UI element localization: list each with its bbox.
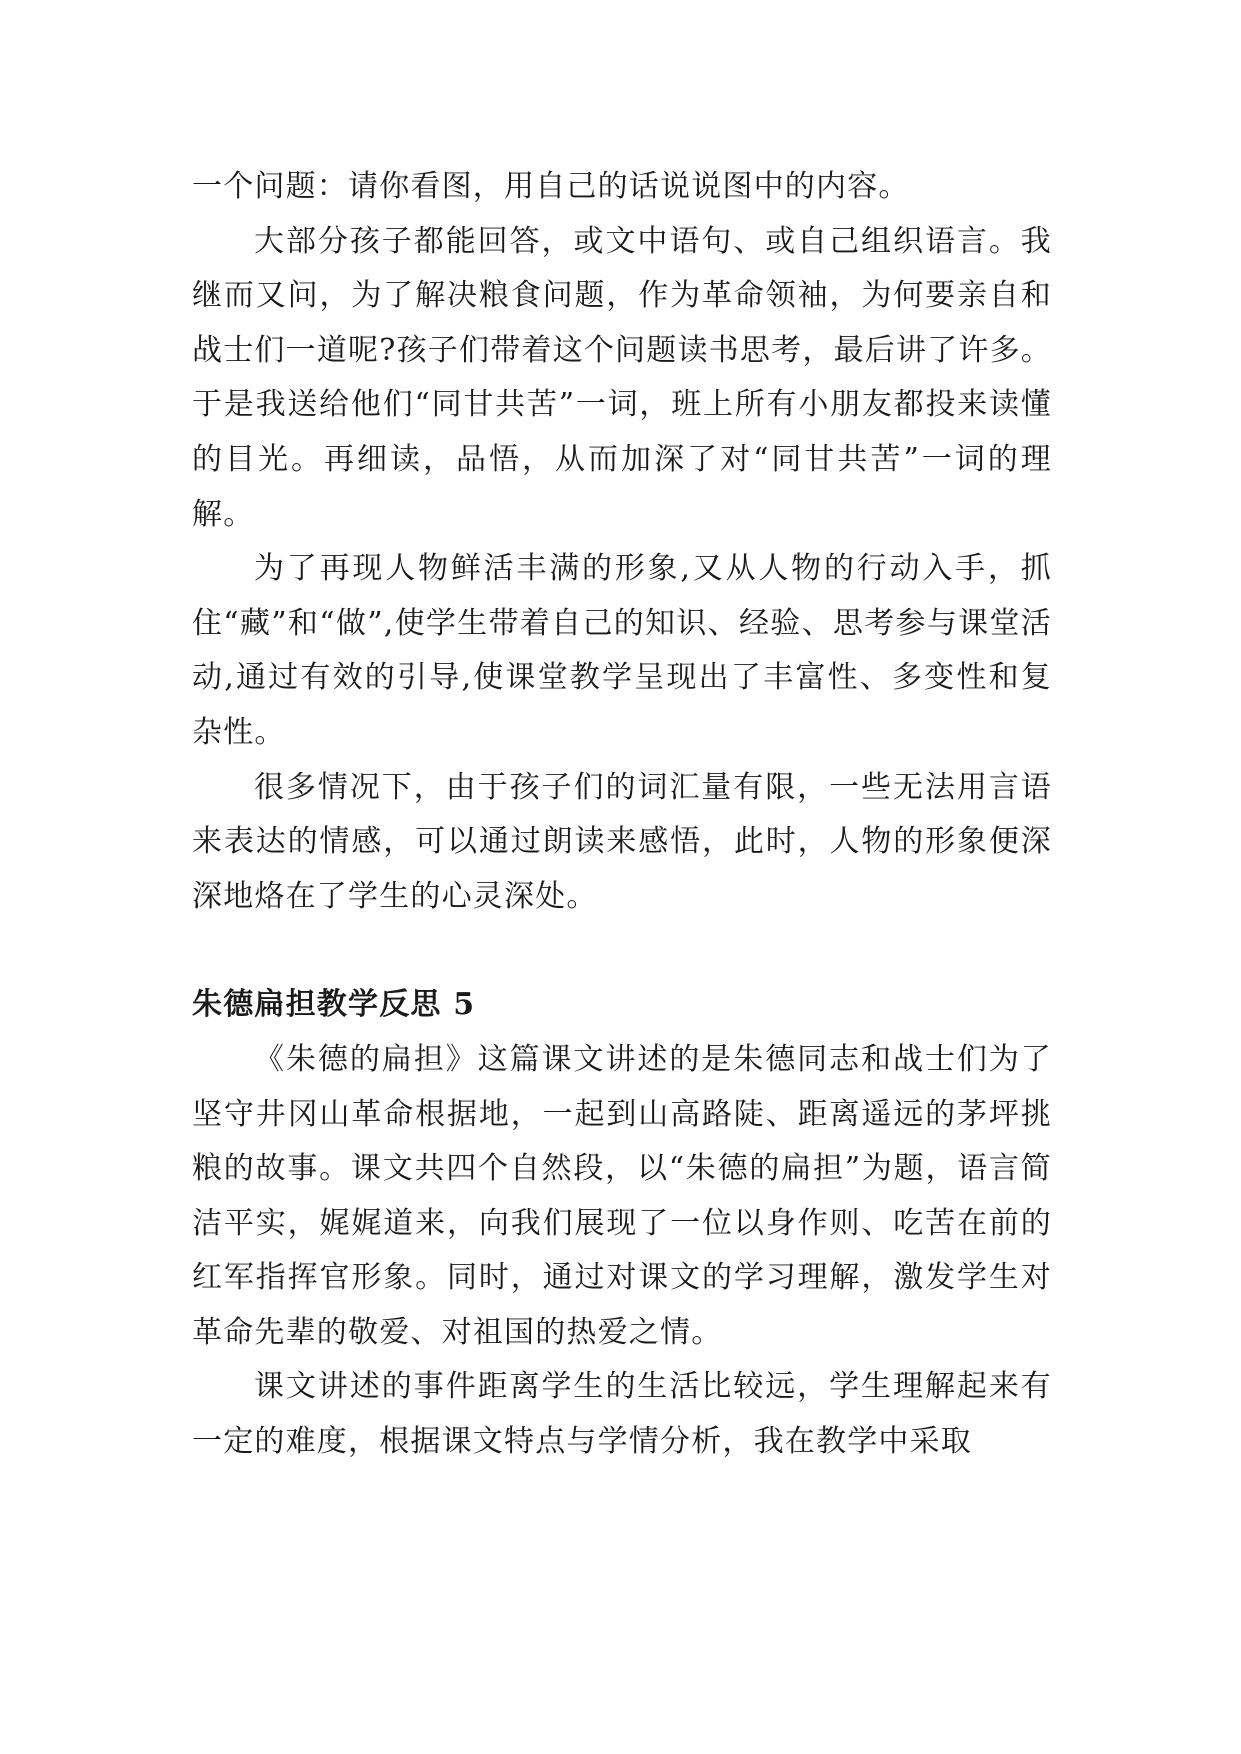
paragraph: 大部分孩子都能回答，或文中语句、或自己组织语言。我继而又问，为了解决粮食问题，作为革命领袖，为何要亲自和战士们一道呢?孩子们带着这个问题读书思考，最后讲了许多。于是我送给他们“同甘共苦”一词，班上所有小朋友都投来读懂的目光。再细读，品悟，从而加深了对“同甘共苦”一词的理解。 (192, 223, 1052, 532)
paragraph-continued: 一个问题：请你看图，用自己的话说说图中的内容。 (192, 169, 910, 204)
section-heading: 朱德扁担教学反思 5 (192, 987, 476, 1023)
document-body (192, 160, 1052, 1470)
paragraph: 很多情况下，由于孩子们的词汇量有限，一些无法用言语来表达的情感，可以通过朗读来感悟，此时，人物的形象便深深地烙在了学生的心灵深处。 (192, 769, 1052, 914)
paragraph: 课文讲述的事件距离学生的生活比较远，学生理解起来有一定的难度，根据课文特点与学情分析，我在教学中采取 (192, 1369, 1052, 1460)
paragraph: 《朱德的扁担》这篇课文讲述的是朱德同志和战士们为了坚守井冈山革命根据地，一起到山高路陡、距离遥远的茅坪挑粮的故事。课文共四个自然段，以“朱德的扁担”为题，语言简洁平实，娓娓道来，向我们展现了一位以身作则、吃苦在前的红军指挥官形象。同时，通过对课文的学习理解，激发学生对革命先辈的敬爱、对祖国的热爱之情。 (192, 1041, 1052, 1350)
paragraph: 为了再现人物鲜活丰满的形象,又从人物的行动入手，抓住“藏”和“做”,使学生带着自己的知识、经验、思考参与课堂活动,通过有效的引导,使课堂教学呈现出了丰富性、多变性和复杂性。 (192, 551, 1052, 750)
section-spacer (192, 924, 1052, 978)
